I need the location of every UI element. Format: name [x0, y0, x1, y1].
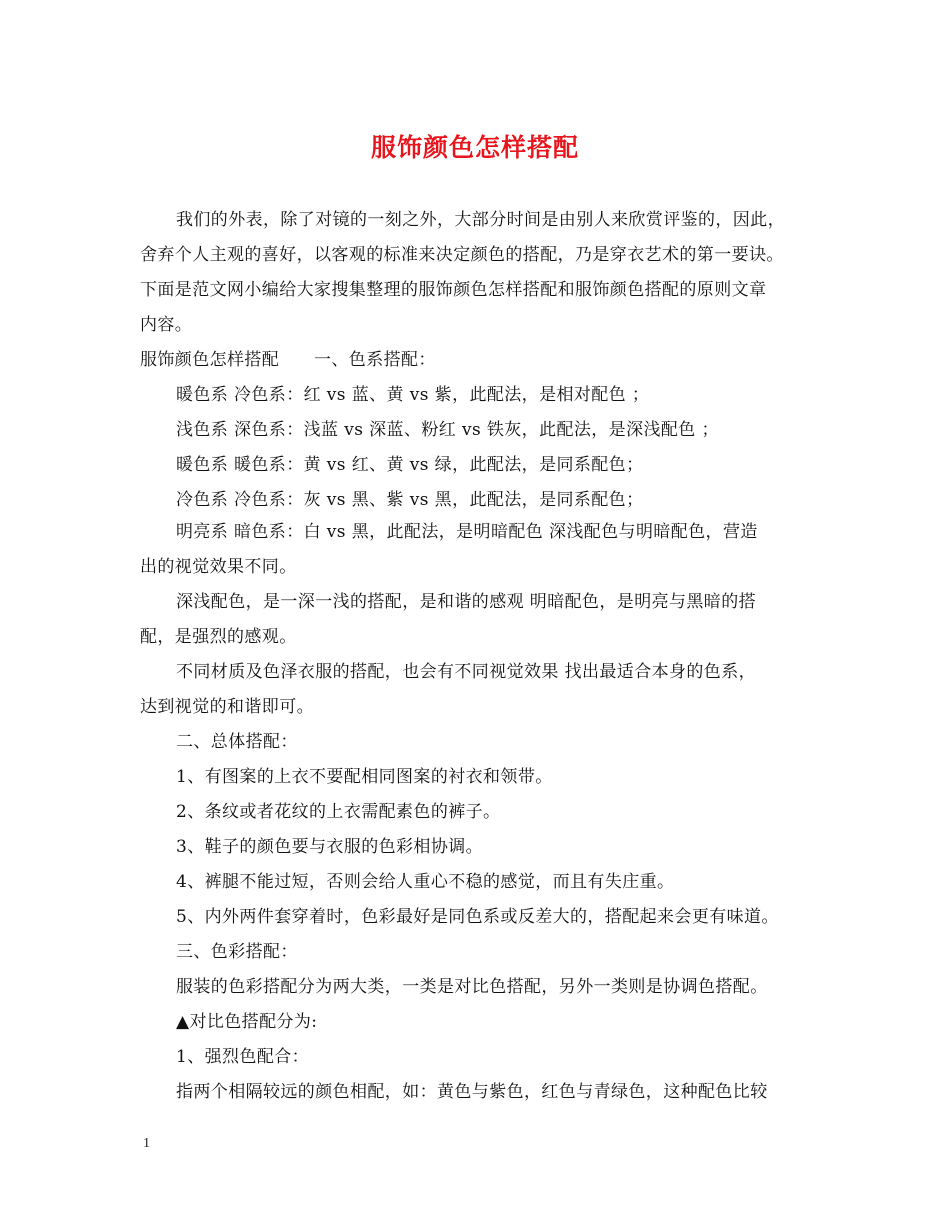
- paragraph-line: 配，是强烈的感观。: [140, 627, 297, 647]
- section-heading-line: 三、色彩搭配：: [176, 942, 298, 962]
- list-item: 1、强烈色配合：: [176, 1047, 310, 1067]
- paragraph-line: 浅色系 深色系：浅蓝 vs 深蓝、粉红 vs 铁灰，此配法，是深浅配色 ；: [176, 420, 719, 440]
- paragraph-line: 出的视觉效果不同。: [140, 557, 297, 577]
- paragraph-line: 指两个相隔较远的颜色相配，如：黄色与紫色，红色与青绿色，这种配色比较: [176, 1082, 768, 1102]
- list-item: 2、条纹或者花纹的上衣需配素色的裤子。: [176, 802, 501, 822]
- paragraph-line: 深浅配色，是一深一浅的搭配，是和谐的感观 明暗配色，是明亮与黑暗的搭: [176, 592, 757, 612]
- list-item: 1、有图案的上衣不要配相同图案的衬衣和领带。: [176, 767, 553, 787]
- list-item: 4、裤腿不能过短，否则会给人重心不稳的感觉，而且有失庄重。: [176, 872, 675, 892]
- paragraph-line: 暖色系 暖色系：黄 vs 红、黄 vs 绿，此配法，是同系配色；: [176, 455, 644, 475]
- document-title: 服饰颜色怎样搭配: [370, 133, 579, 162]
- paragraph-line: 内容。: [140, 315, 193, 335]
- paragraph-line: 我们的外表，除了对镜的一刻之外，大部分时间是由别人来欣赏评鉴的，因此，: [176, 210, 785, 230]
- list-item: 3、鞋子的颜色要与衣服的色彩相协调。: [176, 837, 484, 857]
- paragraph-line: 暖色系 冷色系：红 vs 蓝、黄 vs 紫，此配法，是相对配色 ；: [176, 385, 650, 405]
- paragraph-line: 冷色系 冷色系：灰 vs 黑、紫 vs 黑，此配法，是同系配色；: [176, 490, 644, 510]
- section-heading-line: 服饰颜色怎样搭配 一、色系搭配：: [140, 350, 436, 370]
- section-heading-line: 二、总体搭配：: [176, 732, 298, 752]
- subheading-line: ▲对比色搭配分为:: [176, 1012, 318, 1032]
- page-number: 1: [143, 1136, 150, 1151]
- paragraph-line: 服装的色彩搭配分为两大类，一类是对比色搭配，另外一类则是协调色搭配。: [176, 977, 768, 997]
- paragraph-line: 不同材质及色泽衣服的搭配，也会有不同视觉效果 找出最适合本身的色系，: [176, 662, 757, 682]
- list-item: 5、内外两件套穿着时，色彩最好是同色系或反差大的，搭配起来会更有味道。: [176, 907, 779, 927]
- paragraph-line: 明亮系 暗色系：白 vs 黑，此配法，是明暗配色 深浅配色与明暗配色，营造: [176, 522, 758, 542]
- paragraph-line: 达到视觉的和谐即可。: [140, 697, 314, 717]
- paragraph-line: 下面是范文网小编给大家搜集整理的服饰颜色怎样搭配和服饰颜色搭配的原则文章: [140, 280, 767, 300]
- paragraph-line: 舍弃个人主观的喜好，以客观的标准来决定颜色的搭配，乃是穿衣艺术的第一要诀。: [140, 245, 784, 265]
